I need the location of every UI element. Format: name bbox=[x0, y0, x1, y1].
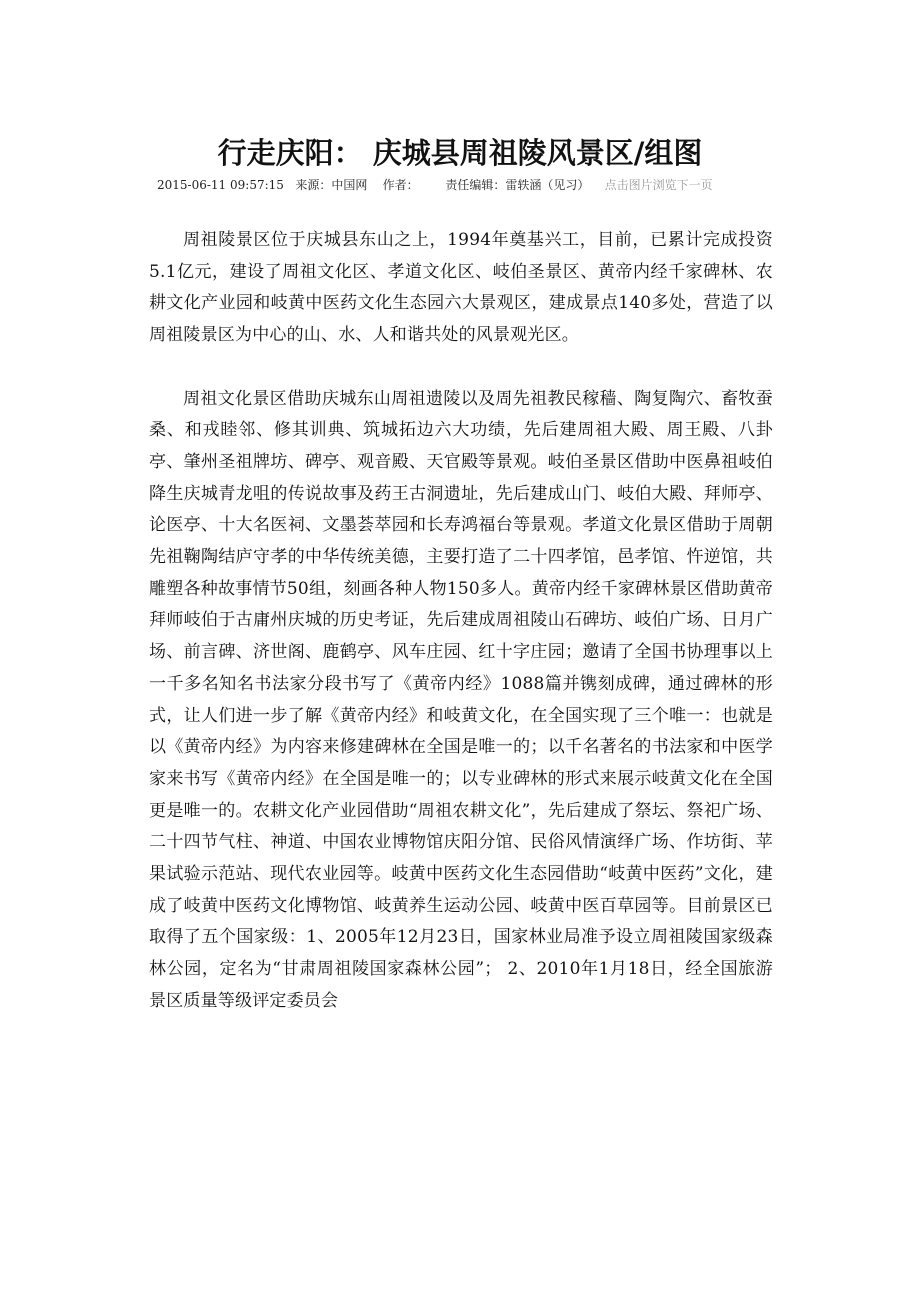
editor-label: 责任编辑：雷轶涵（见习） bbox=[445, 178, 590, 192]
article-body bbox=[149, 225, 773, 1018]
article-meta bbox=[157, 176, 797, 194]
body-paragraph-2: 周祖文化景区借助庆城东山周祖遗陵以及周先祖教民稼穑、陶复陶穴、畜牧蚕桑、和戎睦邻、修其训典、筑城拓边六大功绩，先后建周祖大殿、周王殿、八卦亭、肇州圣祖牌坊、碑亭、观音殿、天官殿等景观。岐伯圣景区借助中医鼻祖岐伯降生庆城青龙咀的传说故事及药王古洞遗址，先后建成山门、岐伯大殿、拜师亭、论医亭、十大名医祠、文墨荟萃园和长寿鸿福台等景观。孝道文化景区借助于周朝先祖鞠陶结庐守孝的中华传统美德，主要打造了二十四孝馆，邑孝馆、忤逆馆，共雕塑各种故事情节50组，刻画各种人物150多人。黄帝内经千家碑林景区借助黄帝拜师岐伯于古庸州庆城的历史考证，先后建成周祖陵山石碑坊、岐伯广场、日月广场、前言碑、济世阁、鹿鹤亭、风车庄园、红十字庄园；邀请了全国书协理事以上一千多名知名书法家分段书写了《黄帝内经》1088篇并镌刻成碑，通过碑林的形式，让人们进一步了解《黄帝内经》和岐黄文化，在全国实现了三个唯一：也就是以《黄帝内经》为内容来修建碑林在全国是唯一的；以千名著名的书法家和中医学家来书写《黄帝内经》在全国是唯一的；以专业碑林的形式来展示岐黄文化在全国更是唯一的。农耕文化产业园借助“周祖农耕文化”，先后建成了祭坛、祭祀广场、二十四节气柱、神道、中国农业博物馆庆阳分馆、民俗风情演绎广场、作坊街、苹果试验示范站、现代农业园等。岐黄中医药文化生态园借助“岐黄中医药”文化，建成了岐黄中医药文化博物馆、岐黄养生运动公园、岐黄中医百草园等。目前景区已取得了五个国家级：1、2005年12月23日，国家林业局准予设立周祖陵国家级森林公园，定名为“甘肃周祖陵国家森林公园”； 2、2010年1月18日，经全国旅游景区质量等级评定委员会 bbox=[149, 388, 773, 1011]
source-label: 来源：中国网 bbox=[295, 178, 368, 192]
article-title: 行走庆阳： 庆城县周祖陵风景区/组图 bbox=[217, 136, 703, 171]
publish-datetime: 2015-06-11 09:57:15 bbox=[157, 178, 284, 192]
next-page-link[interactable]: 点击图片浏览下一页 bbox=[604, 178, 713, 192]
body-paragraph-1: 周祖陵景区位于庆城县东山之上，1994年奠基兴工，目前，已累计完成投资5.1亿元，建设了周祖文化区、孝道文化区、岐伯圣景区、黄帝内经千家碑林、农耕文化产业园和岐黄中医药文化生态园六大景观区，建成景点140多处，营造了以周祖陵景区为中心的山、水、人和谐共处的风景观光区。 bbox=[149, 230, 773, 346]
author-label: 作者： bbox=[382, 178, 419, 192]
